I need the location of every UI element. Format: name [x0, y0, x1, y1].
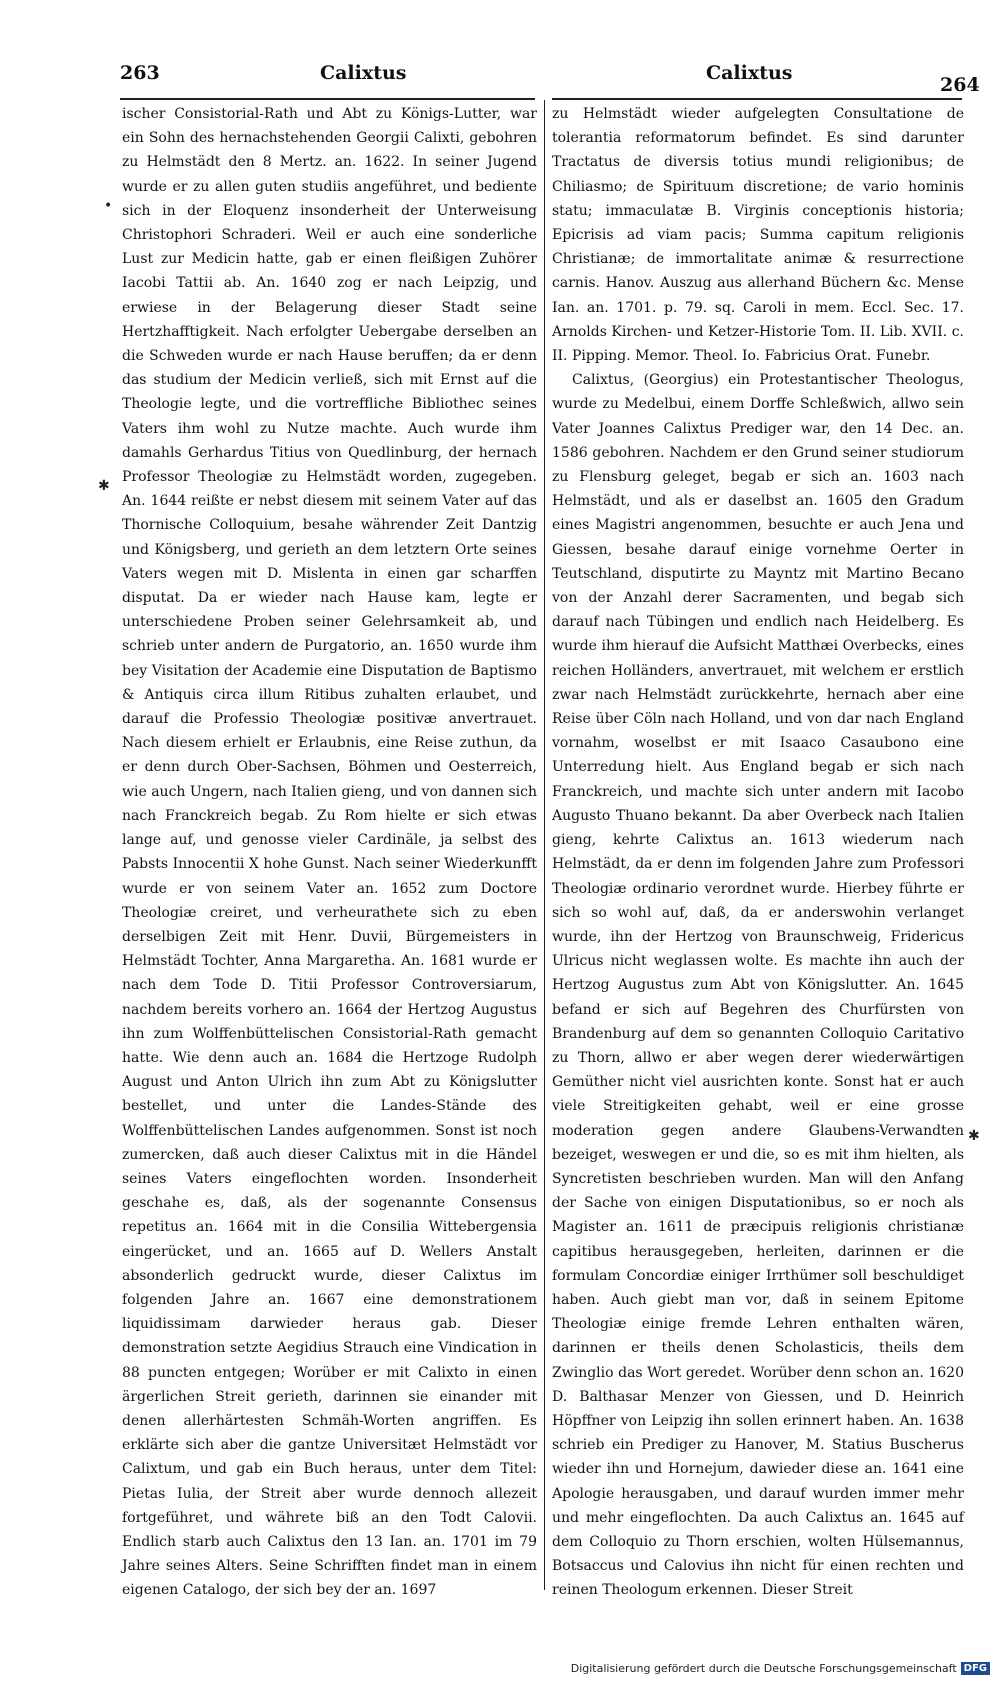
- page-number-right: 264: [940, 74, 980, 96]
- running-title-right: Calixtus: [706, 62, 793, 84]
- page-header: [110, 56, 980, 96]
- digitization-footer: [571, 1662, 990, 1675]
- right-column: [552, 102, 964, 1603]
- left-column: [122, 102, 537, 1603]
- header-rule-left: [120, 98, 535, 100]
- running-title-left: Calixtus: [320, 62, 407, 84]
- page-number-left: 263: [120, 62, 160, 84]
- column-divider: [544, 100, 545, 1590]
- header-rule-right: [552, 98, 962, 100]
- left-paragraph-1: ischer Consistorial-Rath und Abt zu Königs-Lutter, war ein Sohn des hernachstehenden Georgii Calixti, gebohren zu Helmstädt den 8 Mertz. an. 1622. In seiner Jugend wurde er zu allen guten studiis angeführet, und bediente sich in der Eloquenz insonderheit der Unterweisung Christophori Schraderi. Weil er auch eine sonderliche Lust zur Medicin hatte, gab er einen fleißigen Zuhörer Iacobi Tattii ab. An. 1640 zog er nach Leipzig, und erwiese in der Belagerung dieser Stadt seine Hertzhafftigkeit. Nach erfolgter Uebergabe derselben an die Schweden wurde er nach Hause beruffen; da er denn das studium der Medicin verließ, sich mit Ernst auf die Theologie legte, und die vortreffliche Bibliothec seines Vaters ihm wohl zu Nutze machte. Auch wurde ihm damahls Gerhardus Titius von Quedlinburg, der hernach Professor Theologiæ zu Helmstädt worden, zugegeben. An. 1644 reißte er nebst diesem mit seinem Vater auf das Thornische Colloquium, besahe währender Zeit Dantzig und Königsberg, und gerieth an dem letztern Orte seines Vaters wegen mit D. Mislenta in einen gar scharffen disputat. Da er wieder nach Hause kam, legte er unterschiedene Proben seiner Gelehrsamkeit ab, und schrieb unter andern de Purgatorio, an. 1650 wurde ihm bey Visitation der Academie eine Disputation de Baptismo & Antiquis circa illum Ritibus zuhalten erlaubet, und darauf die Professio Theologiæ positivæ anvertrauet. Nach diesem erhielt er Erlaubnis, eine Reise zuthun, da er denn durch Ober-Sachsen, Böhmen und Oesterreich, wie auch Ungern, nach Italien gieng, und von dannen sich nach Franckreich begab. Zu Rom hielte er sich etwas lange auf, und genosse vieler Cardinäle, ja selbst des Pabsts Innocentii X hohe Gunst. Nach seiner Wiederkunfft wurde er von seinem Vater an. 1652 zum Doctore Theologiæ creiret, und verheurathete sich zu eben derselbigen Zeit mit Henr. Duvii, Bürgemeisters in Helmstädt Tochter, Anna Margaretha. An. 1681 wurde er nach dem Tode D. Titii Professor Controversiarum, nachdem bereits vorhero an. 1664 der Hertzog Augustus ihn zum Wolffenbüttelischen Consistorial-Rath gemacht hatte. Wie denn auch an. 1684 die Hertzoge Rudolph August und Anton Ulrich ihn zum Abt zu Königslutter bestellet, und unter die Landes-Stände des Wolffenbüttelischen Landes aufgenommen. Sonst ist noch zumercken, daß auch dieser Calixtus mit in die Händel seines Vaters eingeflochten worden. Insonderheit geschahe es, daß, als der sogenannte Consensus repetitus an. 1664 mit in die Consilia Wittebergensia eingerücket, und an. 1665 auf D. Wellers Anstalt absonderlich gedruckt wurde, dieser Calixtus im folgenden Jahre an. 1667 eine demonstrationem liquidissimam darwieder heraus gab. Dieser demonstration setzte Aegidius Strauch eine Vindication in 88 puncten entgegen; Worüber er mit Calixto in einen ärgerlichen Streit gerieth, darinnen sie einander mit denen allerhärtesten Schmäh-Worten angriffen. Es erklärte sich aber die gantze Universitæt Helmstädt vor Calixtum, und gab ein Buch heraus, unter dem Titel: Pietas Iulia, der Streit aber wurde dennoch allezeit fortgeführet, und währete biß an den Todt Calovii. Endlich starb auch Calixtus den 13 Ian. an. 1701 im 79 Jahre seines Alters. Seine Schrifften findet man in einem eigenen Catalogo, der sich bey der an. 1697: [122, 106, 537, 1599]
- margin-mark-icon: ✱: [98, 478, 110, 494]
- footer-text: Digitalisierung gefördert durch die Deutsche Forschungsgemeinschaft: [570, 1662, 957, 1675]
- margin-dot-icon: •: [104, 198, 113, 214]
- right-paragraph-2: Calixtus, (Georgius) ein Protestantischer Theologus, wurde zu Medelbui, einem Dorffe Schleßwich, allwo sein Vater Joannes Calixtus Prediger war, den 14 Dec. an. 1586 gebohren. Nachdem er den Grund seiner studiorum zu Flensburg geleget, begab er sich an. 1603 nach Helmstädt, und als er daselbst an. 1605 den Gradum eines Magistri angenommen, besuchte er auch Jena und Giessen, besahe darauf einige vornehme Oerter in Teutschland, disputirte zu Mayntz mit Martino Becano von der Anzahl derer Sacramenten, und begab sich darauf nach Tübingen und endlich nach Heidelberg. Es wurde ihm hierauf die Aufsicht Matthæi Overbecks, eines reichen Holländers, anvertrauet, mit welchem er erstlich zwar nach Helmstädt zurückkehrte, hernach aber eine Reise über Cöln nach Holland, und von dar nach England vornahm, woselbst er mit Isaaco Casaubono eine Unterredung hielt. Aus England begab er sich nach Franckreich, und machte sich unter andern mit Iacobo Augusto Thuano bekannt. Da aber Overbeck nach Italien gieng, kehrte Calixtus an. 1613 wiederum nach Helmstädt, da er denn im folgenden Jahre zum Professori Theologiæ ordinario verordnet wurde. Hierbey führte er sich so wohl auf, daß, da er anderswohin verlanget wurde, ihn der Hertzog von Braunschweig, Fridericus Ulricus nicht weglassen wolte. Es machte ihn auch der Hertzog Augustus zum Abt von Königslutter. An. 1645 befand er sich auf Begehren des Churfürsten von Brandenburg auf dem so genannten Colloquio Caritativo zu Thorn, allwo er aber wegen derer wiederwärtigen Gemüther nicht viel ausrichten konte. Sonst hat er auch viele Streitigkeiten gehabt, weil er eine grosse moderation gegen andere Glaubens-Verwandten bezeiget, weswegen er und die, so es mit ihm hielten, als Syncretisten beschrieben wurden. Man will den Anfang der Sache von einigen Disputationibus, so er noch als Magister an. 1611 de præcipuis religionis christianæ capitibus herausgegeben, herleiten, darinnen er die formulam Concordiæ einiger Irrthümer soll beschuldiget haben. Auch giebt man vor, daß in seinem Epitome Theologiæ einige fremde Lehren enthalten wären, darinnen er theils denen Scholasticis, theils dem Zwinglio das Wort geredet. Worüber denn schon an. 1620 D. Balthasar Menzer von Giessen, und D. Heinrich Höpffner von Leipzig ihn sollen erinnert haben. An. 1638 schrieb ein Prediger zu Hanover, M. Statius Buscherus wieder ihn und Hornejum, dawieder diese an. 1641 eine Apologie herausgaben, und darauf wurden immer mehr und mehr eingeflochten. Da auch Calixtus an. 1645 auf dem Colloquio zu Thorn erschien, wolten Hülsemannus, Botsaccus und Calovius ihn nicht für einen rechten und reinen Theologum erkennen. Dieser Streit: [552, 372, 964, 1599]
- dfg-logo: DFG: [961, 1662, 990, 1675]
- margin-mark-icon-right: ✱: [968, 1128, 980, 1144]
- right-paragraph-1: zu Helmstädt wieder aufgelegten Consultatione de tolerantia reformatorum befindet. Es sind darunter Tractatus de diversis totius mundi religionibus; de Chiliasmo; de Spirituum discretione; de vario hominis statu; immaculatæ B. Virginis conceptionis historia; Epicrisis ad viam pacis; Summa capitum religionis Christianæ; de immortalitate animæ & resurrectione carnis. Hanov. Auszug aus allerhand Büchern &c. Mense Ian. an. 1701. p. 79. sq. Caroli in mem. Eccl. Sec. 17. Arnolds Kirchen- und Ketzer-Historie Tom. II. Lib. XVII. c. II. Pipping. Memor. Theol. Io. Fabricius Orat. Funebr.: [552, 106, 964, 365]
